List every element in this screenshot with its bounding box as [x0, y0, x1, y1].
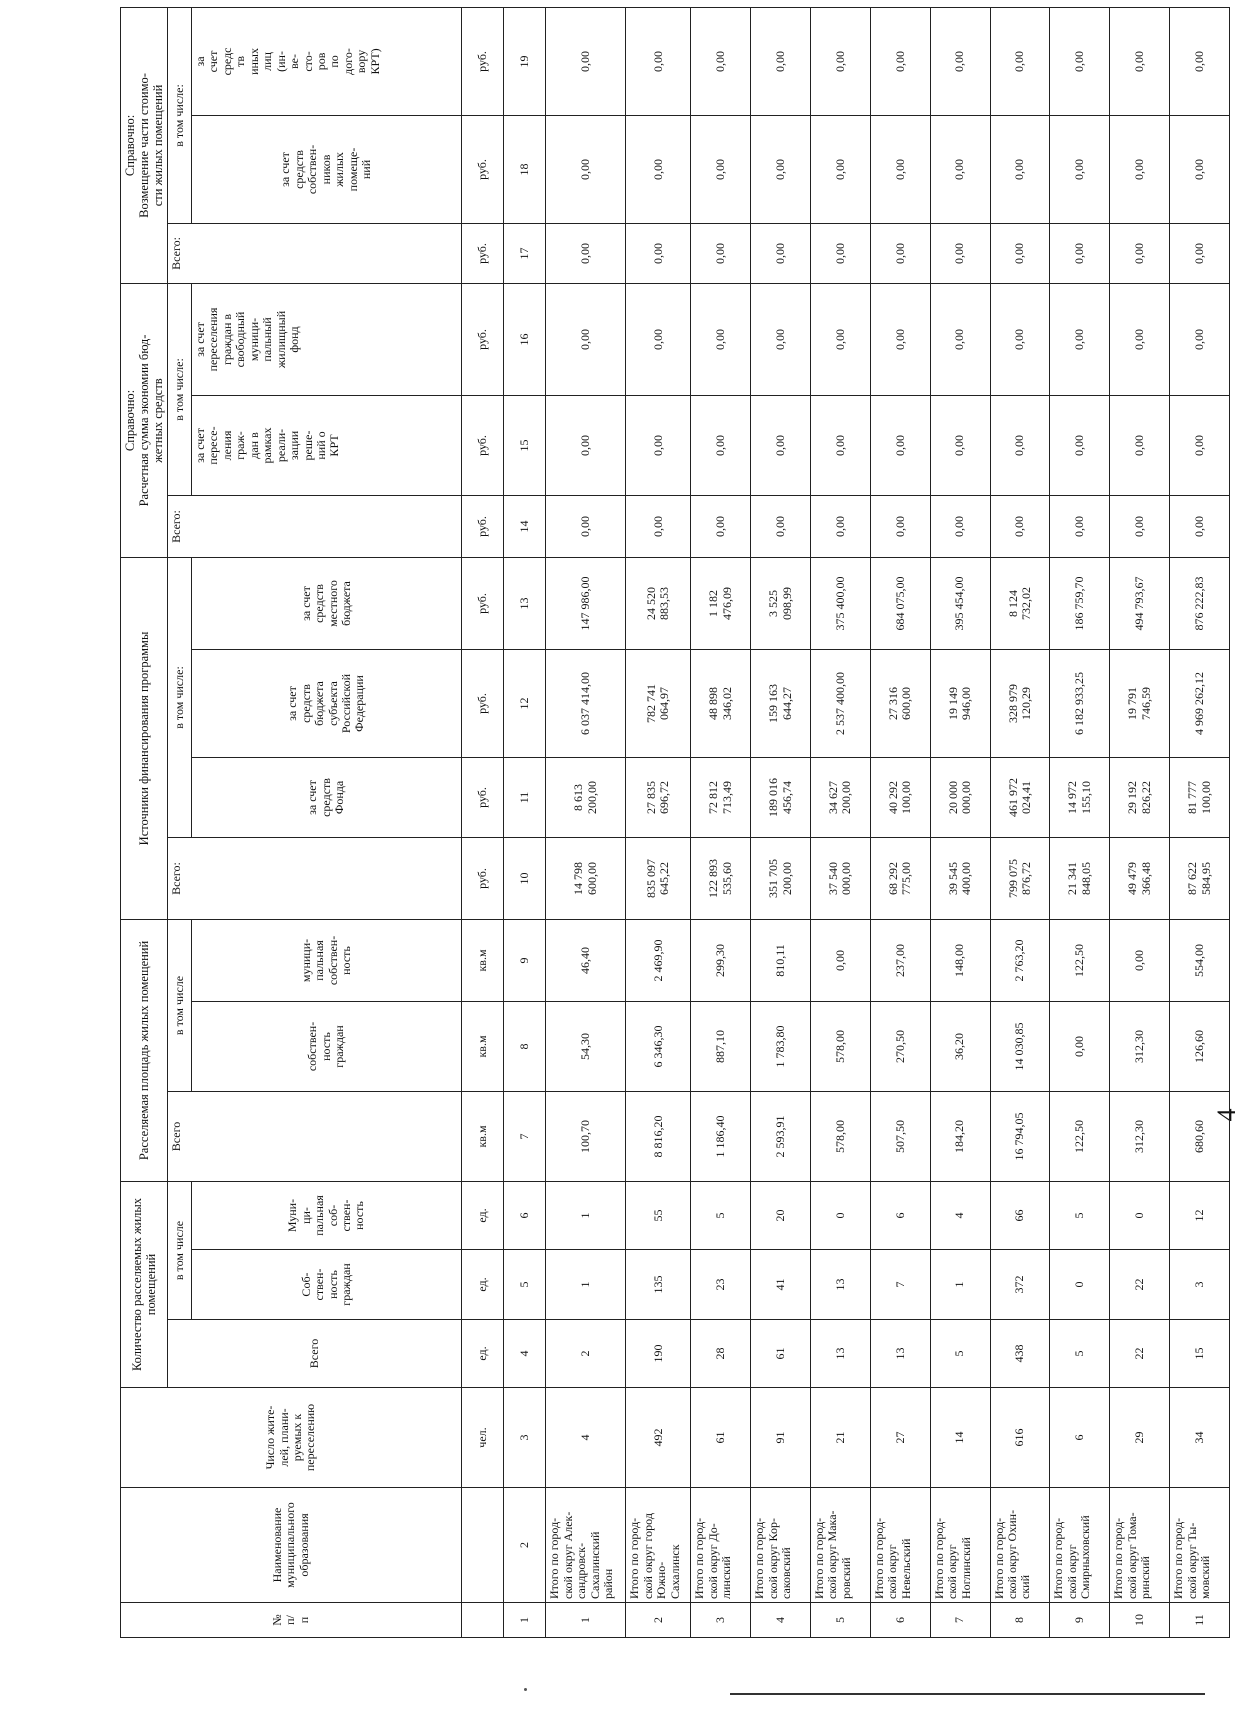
unit-cell — [462, 1488, 504, 1603]
column-number-cell: 18 — [504, 115, 546, 223]
unit-cell: руб. — [462, 115, 504, 223]
table-cell: 8 613 200,00 — [546, 757, 626, 837]
table-row — [1110, 7, 1170, 1637]
column-number-cell: 9 — [504, 919, 546, 1001]
table-cell: 10 — [1110, 1603, 1170, 1638]
table-cell: 0,00 — [751, 223, 811, 283]
unit-cell: руб. — [462, 7, 504, 115]
table-cell: 0,00 — [1050, 395, 1110, 495]
table-row — [691, 7, 751, 1637]
table-cell: 24 520 883,53 — [626, 557, 691, 649]
table-cell: 54,30 — [546, 1001, 626, 1091]
table-cell: 23 — [691, 1250, 751, 1320]
table-cell: 299,30 — [691, 919, 751, 1001]
table-cell: 494 793,67 — [1110, 557, 1170, 649]
table-cell: 34 — [1170, 1388, 1230, 1488]
column-number-cell: 2 — [504, 1488, 546, 1603]
unit-cell: руб. — [462, 283, 504, 395]
table-cell: 16 794,05 — [990, 1091, 1050, 1181]
table-cell: 395 454,00 — [930, 557, 990, 649]
table-cell: 578,00 — [811, 1001, 871, 1091]
hdr-c16: за счет переселения граждан в свободный муници- пальный жилищный фонд — [192, 283, 462, 395]
table-cell: 7 — [930, 1603, 990, 1638]
table-cell: 0,00 — [990, 283, 1050, 395]
table-cell: 1 783,80 — [751, 1001, 811, 1091]
table-cell: 0,00 — [1110, 7, 1170, 115]
table-row — [1050, 7, 1110, 1637]
column-number-cell: 13 — [504, 557, 546, 649]
table-cell: 2 — [626, 1603, 691, 1638]
unit-cell: руб. — [462, 395, 504, 495]
hdr-group-count: Количество расселяемых жилых помещений — [121, 1181, 168, 1387]
table-cell: 36,20 — [930, 1001, 990, 1091]
table-cell: 4 — [546, 1388, 626, 1488]
hdr-c18-19-group: в том числе: — [168, 7, 192, 223]
table-cell: 9 — [1050, 1603, 1110, 1638]
hdr-c15: за счет пересе- ления граж- дан в рамках реали- зации реше- ний о КРТ — [192, 395, 462, 495]
table-cell: 122 893 535,60 — [691, 837, 751, 919]
table-cell: 492 — [626, 1388, 691, 1488]
table-cell: 0,00 — [751, 495, 811, 557]
table-cell: 87 622 584,95 — [1170, 837, 1230, 919]
table-cell: 0,00 — [691, 495, 751, 557]
table-cell: 0,00 — [751, 283, 811, 395]
column-number-cell: 6 — [504, 1181, 546, 1249]
table-cell: 0,00 — [811, 283, 871, 395]
table-cell: 13 — [811, 1250, 871, 1320]
units-row — [462, 7, 504, 1637]
table-cell: 0,00 — [751, 395, 811, 495]
table-cell: 14 798 600,00 — [546, 837, 626, 919]
table-cell: 0,00 — [930, 223, 990, 283]
table-cell: 0,00 — [811, 395, 871, 495]
table-cell: 0,00 — [1110, 919, 1170, 1001]
table-cell: 27 835 696,72 — [626, 757, 691, 837]
table-cell: 0,00 — [930, 395, 990, 495]
table-cell: 684 075,00 — [870, 557, 930, 649]
table-cell: 0,00 — [990, 223, 1050, 283]
page-number: 4 — [1212, 1108, 1241, 1122]
column-number-cell: 4 — [504, 1320, 546, 1388]
table-cell: 0,00 — [546, 7, 626, 115]
unit-cell: ед. — [462, 1320, 504, 1388]
municipality-name-cell: Итого по город- ской округ Алек- сандровск- Сахалинский район — [546, 1488, 626, 1603]
municipality-name-cell: Итого по город- ской округ Тома- ринский — [1110, 1488, 1170, 1603]
hdr-c12: за счет средств бюджета субъекта Российской Федерации — [192, 649, 462, 757]
table-cell: 0,00 — [1050, 223, 1110, 283]
municipality-name-cell: Итого по город- ской округ Смирныховский — [1050, 1488, 1110, 1603]
unit-cell: ед. — [462, 1181, 504, 1249]
municipality-name-cell: Итого по город- ской округ Мака- ровский — [811, 1488, 871, 1603]
table-cell: 46,40 — [546, 919, 626, 1001]
table-cell: 0,00 — [626, 495, 691, 557]
table-cell: 14 — [930, 1388, 990, 1488]
table-cell: 2 537 400,00 — [811, 649, 871, 757]
table-cell: 3 525 098,99 — [751, 557, 811, 649]
unit-cell: руб. — [462, 837, 504, 919]
table-cell: 37 540 000,00 — [811, 837, 871, 919]
table-cell: 0,00 — [1050, 495, 1110, 557]
table-cell: 0,00 — [870, 115, 930, 223]
table-cell: 15 — [1170, 1320, 1230, 1388]
unit-cell: кв.м — [462, 1001, 504, 1091]
table-row — [751, 7, 811, 1637]
table-cell: 0,00 — [626, 115, 691, 223]
hdr-group-economy: Справочно: Расчетная сумма экономии бюд- жетных средств — [121, 283, 168, 557]
table-cell: 135 — [626, 1250, 691, 1320]
table-cell: 810,11 — [751, 919, 811, 1001]
table-cell: 0,00 — [1050, 7, 1110, 115]
column-number-cell: 10 — [504, 837, 546, 919]
hdr-c5: Соб- ствен- ность граждан — [192, 1250, 462, 1320]
table-cell: 2 763,20 — [990, 919, 1050, 1001]
table-cell: 6 182 933,25 — [1050, 649, 1110, 757]
table-cell: 0,00 — [626, 283, 691, 395]
scan-dot — [524, 1688, 527, 1691]
table-cell: 189 016 456,74 — [751, 757, 811, 837]
table-cell: 887,10 — [691, 1001, 751, 1091]
table-cell: 0,00 — [691, 283, 751, 395]
table-row — [1170, 7, 1230, 1637]
table-cell: 126,60 — [1170, 1001, 1230, 1091]
rotated-table-frame — [120, 8, 1230, 1638]
table-cell: 0,00 — [626, 395, 691, 495]
unit-cell: руб. — [462, 223, 504, 283]
unit-cell: руб. — [462, 757, 504, 837]
table-cell: 0,00 — [870, 223, 930, 283]
table-cell: 186 759,70 — [1050, 557, 1110, 649]
table-row — [870, 7, 930, 1637]
municipality-name-cell: Итого по город- ской округ Ноглинский — [930, 1488, 990, 1603]
table-cell: 270,50 — [870, 1001, 930, 1091]
table-cell: 0,00 — [546, 495, 626, 557]
table-cell: 147 986,00 — [546, 557, 626, 649]
column-number-cell: 1 — [504, 1603, 546, 1638]
column-numbers-row — [504, 7, 546, 1637]
hdr-c13: за счет средств местного бюджета — [192, 557, 462, 649]
column-number-cell: 8 — [504, 1001, 546, 1091]
table-cell: 375 400,00 — [811, 557, 871, 649]
table-cell: 3 — [1170, 1250, 1230, 1320]
table-cell: 61 — [691, 1388, 751, 1488]
table-cell: 0,00 — [1110, 495, 1170, 557]
hdr-c10: Всего: — [168, 837, 462, 919]
table-cell: 1 — [546, 1250, 626, 1320]
municipality-name-cell: Итого по город- ской округ Невельский — [870, 1488, 930, 1603]
table-cell: 0,00 — [1050, 1001, 1110, 1091]
unit-cell: кв.м — [462, 1091, 504, 1181]
table-cell: 20 000 000,00 — [930, 757, 990, 837]
table-cell: 72 812 713,49 — [691, 757, 751, 837]
table-cell: 0,00 — [1110, 395, 1170, 495]
table-cell: 0,00 — [990, 495, 1050, 557]
table-cell: 21 341 848,05 — [1050, 837, 1110, 919]
table-cell: 22 — [1110, 1250, 1170, 1320]
table-cell: 14 030,85 — [990, 1001, 1050, 1091]
table-cell: 312,30 — [1110, 1091, 1170, 1181]
table-cell: 1 — [546, 1181, 626, 1249]
table-cell: 0,00 — [811, 223, 871, 283]
table-cell: 461 972 024,41 — [990, 757, 1050, 837]
table-cell: 5 — [691, 1181, 751, 1249]
column-number-cell: 16 — [504, 283, 546, 395]
table-cell: 68 292 775,00 — [870, 837, 930, 919]
unit-cell: кв.м — [462, 919, 504, 1001]
table-cell: 81 777 100,00 — [1170, 757, 1230, 837]
table-cell: 11 — [1170, 1603, 1230, 1638]
table-cell: 0,00 — [1170, 115, 1230, 223]
table-cell: 0,00 — [930, 115, 990, 223]
table-row — [626, 7, 691, 1637]
table-cell: 0 — [1050, 1250, 1110, 1320]
table-cell: 4 969 262,12 — [1170, 649, 1230, 757]
table-cell: 507,50 — [870, 1091, 930, 1181]
hdr-c8: собствен- ность граждан — [192, 1001, 462, 1091]
table-cell: 122,50 — [1050, 919, 1110, 1001]
table-cell: 4 — [751, 1603, 811, 1638]
table-cell: 6 — [870, 1603, 930, 1638]
table-cell: 8 124 732,02 — [990, 557, 1050, 649]
table-cell: 237,00 — [870, 919, 930, 1001]
table-cell: 0,00 — [1170, 395, 1230, 495]
hdr-c19: за счет средс тв иных лиц (ин- ве- сто- ров по дого- вору КРТ) — [192, 7, 462, 115]
table-cell: 0,00 — [1110, 283, 1170, 395]
table-cell: 0,00 — [1110, 223, 1170, 283]
column-number-cell: 17 — [504, 223, 546, 283]
hdr-col3: Число жите- лей, плани- руемых к переселению — [121, 1388, 462, 1488]
table-row — [990, 7, 1050, 1637]
table-cell: 0,00 — [691, 7, 751, 115]
table-cell: 0,00 — [546, 395, 626, 495]
hdr-c5-6-group: в том числе — [168, 1181, 192, 1319]
table-cell: 66 — [990, 1181, 1050, 1249]
table-cell: 5 — [811, 1603, 871, 1638]
table-cell: 190 — [626, 1320, 691, 1388]
unit-cell: чел. — [462, 1388, 504, 1488]
table-cell: 0,00 — [811, 495, 871, 557]
municipality-name-cell: Итого по город- ской округ Кор- саковский — [751, 1488, 811, 1603]
table-cell: 22 — [1110, 1320, 1170, 1388]
hdr-c17: Всего: — [168, 223, 462, 283]
hdr-col2: Наименование муниципального образования — [121, 1488, 462, 1603]
column-number-cell: 5 — [504, 1250, 546, 1320]
column-number-cell: 12 — [504, 649, 546, 757]
table-cell: 0,00 — [1050, 283, 1110, 395]
table-cell: 14 972 155,10 — [1050, 757, 1110, 837]
table-cell: 616 — [990, 1388, 1050, 1488]
table-cell: 0 — [1110, 1181, 1170, 1249]
column-number-cell: 3 — [504, 1388, 546, 1488]
table-cell: 0,00 — [930, 283, 990, 395]
table-cell: 7 — [870, 1250, 930, 1320]
table-cell: 100,70 — [546, 1091, 626, 1181]
hdr-group-area: Расселяемая площадь жилых помещений — [121, 919, 168, 1181]
table-cell: 0,00 — [1110, 115, 1170, 223]
table-cell: 40 292 100,00 — [870, 757, 930, 837]
table-cell: 41 — [751, 1250, 811, 1320]
table-cell: 0,00 — [811, 7, 871, 115]
table-cell: 29 192 826,22 — [1110, 757, 1170, 837]
hdr-c11: за счет средств Фонда — [192, 757, 462, 837]
resettlement-table — [120, 7, 1230, 1638]
hdr-c15-16-group: в том числе: — [168, 283, 192, 495]
table-cell: 0 — [811, 1181, 871, 1249]
unit-cell — [462, 1603, 504, 1638]
hdr-c14: Всего: — [168, 495, 462, 557]
table-cell: 34 627 200,00 — [811, 757, 871, 837]
table-cell: 122,50 — [1050, 1091, 1110, 1181]
unit-cell: руб. — [462, 557, 504, 649]
table-cell: 0,00 — [546, 223, 626, 283]
table-cell: 0,00 — [990, 115, 1050, 223]
table-cell: 1 182 476,09 — [691, 557, 751, 649]
table-cell: 13 — [870, 1320, 930, 1388]
table-row — [930, 7, 990, 1637]
municipality-name-cell: Итого по город- ской округ город Южно- Сахалинск — [626, 1488, 691, 1603]
table-cell: 8 816,20 — [626, 1091, 691, 1181]
hdr-col1: № п/ п — [121, 1603, 462, 1638]
table-cell: 61 — [751, 1320, 811, 1388]
table-cell: 0,00 — [1170, 223, 1230, 283]
table-cell: 0,00 — [870, 495, 930, 557]
table-cell: 0,00 — [990, 395, 1050, 495]
table-cell: 0,00 — [930, 495, 990, 557]
column-number-cell: 15 — [504, 395, 546, 495]
table-cell: 19 791 746,59 — [1110, 649, 1170, 757]
table-cell: 0,00 — [546, 283, 626, 395]
unit-cell: руб. — [462, 495, 504, 557]
table-cell: 0,00 — [626, 7, 691, 115]
table-cell: 0,00 — [870, 283, 930, 395]
table-row — [811, 7, 871, 1637]
table-cell: 0,00 — [870, 395, 930, 495]
hdr-c4: Всего — [168, 1320, 462, 1388]
municipality-name-cell: Итого по город- ской округ До- линский — [691, 1488, 751, 1603]
table-cell: 28 — [691, 1320, 751, 1388]
table-cell: 55 — [626, 1181, 691, 1249]
unit-cell: руб. — [462, 649, 504, 757]
table-cell: 13 — [811, 1320, 871, 1388]
table-cell: 6 037 414,00 — [546, 649, 626, 757]
table-cell: 554,00 — [1170, 919, 1230, 1001]
table-cell: 1 — [546, 1603, 626, 1638]
table-cell: 3 — [691, 1603, 751, 1638]
column-number-cell: 19 — [504, 7, 546, 115]
hdr-group-compensation: Справочно: Возмещение части стоимо- сти жилых помещений — [121, 7, 168, 283]
table-cell: 91 — [751, 1388, 811, 1488]
table-cell: 372 — [990, 1250, 1050, 1320]
table-cell: 0,00 — [930, 7, 990, 115]
table-cell: 2 — [546, 1320, 626, 1388]
table-cell: 0,00 — [691, 395, 751, 495]
table-cell: 27 316 600,00 — [870, 649, 930, 757]
table-cell: 39 545 400,00 — [930, 837, 990, 919]
table-cell: 184,20 — [930, 1091, 990, 1181]
table-cell: 312,30 — [1110, 1001, 1170, 1091]
table-cell: 0,00 — [1170, 283, 1230, 395]
table-cell: 0,00 — [1170, 495, 1230, 557]
table-cell: 29 — [1110, 1388, 1170, 1488]
table-cell: 19 149 946,00 — [930, 649, 990, 757]
table-cell: 5 — [1050, 1181, 1110, 1249]
table-cell: 0,00 — [1170, 7, 1230, 115]
hdr-c9: муници- пальная собствен- ность — [192, 919, 462, 1001]
table-cell: 0,00 — [751, 7, 811, 115]
table-cell: 782 741 064,97 — [626, 649, 691, 757]
table-cell: 1 186,40 — [691, 1091, 751, 1181]
table-cell: 12 — [1170, 1181, 1230, 1249]
table-cell: 876 222,83 — [1170, 557, 1230, 649]
table-cell: 27 — [870, 1388, 930, 1488]
hdr-c18: за счет средств собствен- ников жилых помеще- ний — [192, 115, 462, 223]
table-cell: 680,60 — [1170, 1091, 1230, 1181]
table-cell: 0,00 — [811, 115, 871, 223]
table-cell: 5 — [1050, 1320, 1110, 1388]
hdr-c7: Всего — [168, 1091, 462, 1181]
table-row — [546, 7, 626, 1637]
table-cell: 6 — [1050, 1388, 1110, 1488]
hdr-c11-13-group: в том числе: — [168, 557, 192, 837]
hdr-group-financing: Источники финансирования программы — [121, 557, 168, 919]
bottom-rule — [730, 1693, 1205, 1695]
table-cell: 21 — [811, 1388, 871, 1488]
hdr-c8-9-group: в том числе — [168, 919, 192, 1091]
table-cell: 5 — [930, 1320, 990, 1388]
table-cell: 20 — [751, 1181, 811, 1249]
table-cell: 799 075 876,72 — [990, 837, 1050, 919]
column-number-cell: 7 — [504, 1091, 546, 1181]
table-cell: 2 469,90 — [626, 919, 691, 1001]
table-cell: 351 705 200,00 — [751, 837, 811, 919]
table-cell: 0,00 — [691, 115, 751, 223]
column-number-cell: 14 — [504, 495, 546, 557]
table-cell: 0,00 — [990, 7, 1050, 115]
table-cell: 159 163 644,27 — [751, 649, 811, 757]
table-cell: 2 593,91 — [751, 1091, 811, 1181]
table-cell: 1 — [930, 1250, 990, 1320]
table-cell: 0,00 — [751, 115, 811, 223]
municipality-name-cell: Итого по город- ской округ Охин- ский — [990, 1488, 1050, 1603]
table-cell: 6 — [870, 1181, 930, 1249]
table-cell: 0,00 — [870, 7, 930, 115]
table-cell: 328 979 120,29 — [990, 649, 1050, 757]
table-cell: 0,00 — [546, 115, 626, 223]
table-cell: 4 — [930, 1181, 990, 1249]
municipality-name-cell: Итого по город- ской округ Ты- мовский — [1170, 1488, 1230, 1603]
table-cell: 835 097 645,22 — [626, 837, 691, 919]
table-cell: 438 — [990, 1320, 1050, 1388]
hdr-c6: Муни- ци- пальная соб- ствен- ность — [192, 1181, 462, 1249]
table-cell: 0,00 — [691, 223, 751, 283]
table-cell: 48 898 346,02 — [691, 649, 751, 757]
table-cell: 578,00 — [811, 1091, 871, 1181]
table-cell: 0,00 — [1050, 115, 1110, 223]
table-cell: 49 479 366,48 — [1110, 837, 1170, 919]
unit-cell: ед. — [462, 1250, 504, 1320]
table-cell: 0,00 — [626, 223, 691, 283]
column-number-cell: 11 — [504, 757, 546, 837]
table-cell: 148,00 — [930, 919, 990, 1001]
table-cell: 0,00 — [811, 919, 871, 1001]
table-cell: 6 346,30 — [626, 1001, 691, 1091]
table-cell: 8 — [990, 1603, 1050, 1638]
